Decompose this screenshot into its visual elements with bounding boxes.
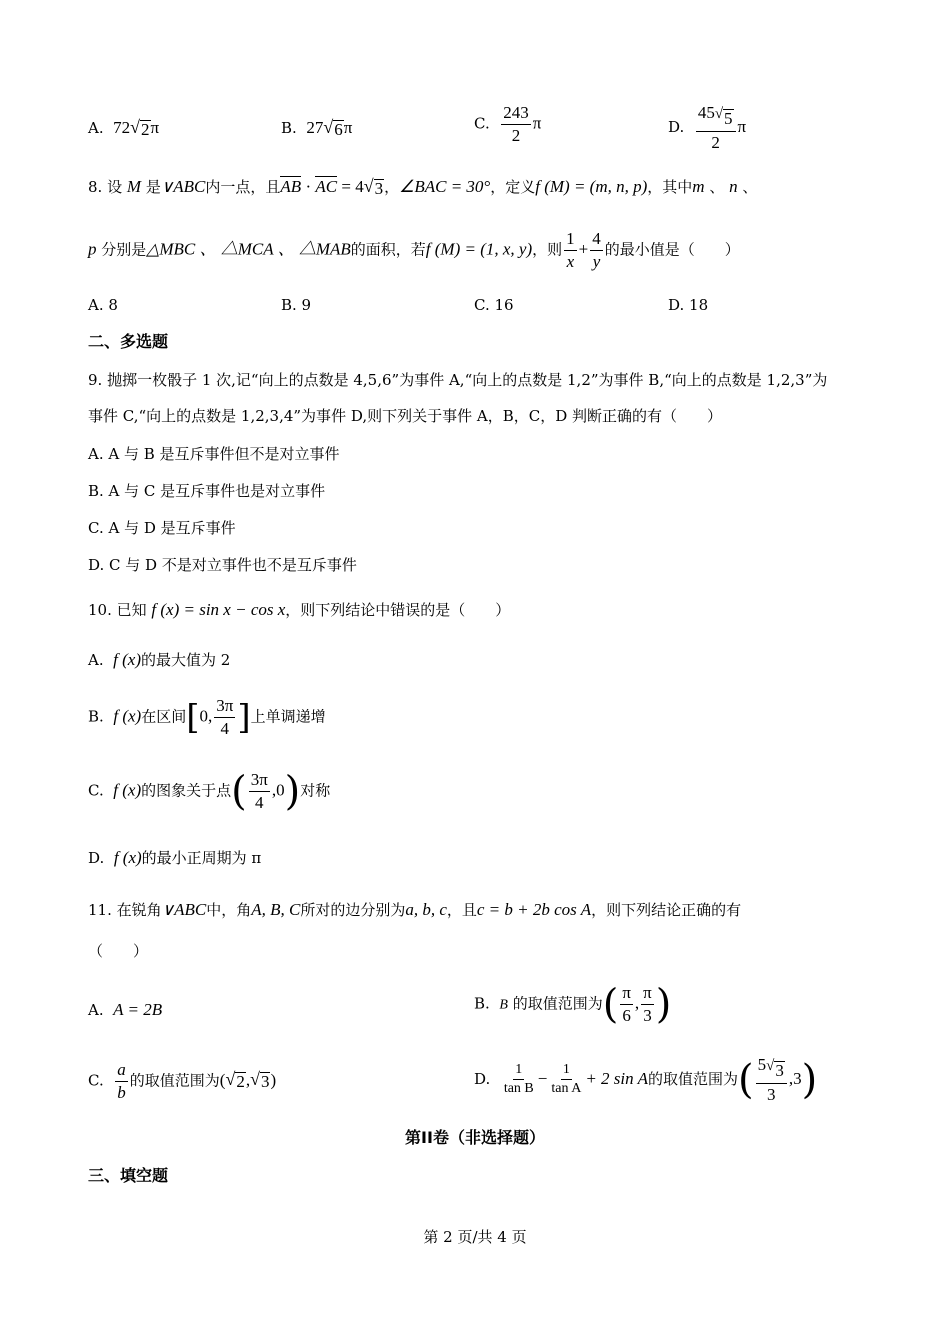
q11-option-d: D. $\frac{1}{\text{tan B}}$ − $\frac{1}{\text{tan A}}$ + 2 sin A的取值范围为( 5 √ 3 3 ,3): [474, 1055, 818, 1104]
q8-option-d: D. 18: [668, 296, 709, 314]
q10-option-c: C. f (x)的图象关于点( $\frac{3\pi}{4}$ ,0)对称: [88, 768, 331, 815]
q11-option-a: A. A = 2B: [88, 1000, 163, 1019]
q11-option-c: C. $\frac{a}{b}$ 的取值范围为( √ 2 , √ 3 ): [88, 1060, 277, 1102]
q8-option-b: B. 9: [281, 296, 312, 314]
q8-stem-line2: p 分别是△MBC 、 △MCA 、 △MAB的面积，若f (M) = (1, x, y)，则 $\frac{1}{x}$ + $\frac{4}{y}$ 的最小值是（ ）: [88, 229, 740, 271]
q7-option-c: C. $\frac{243}{2}$ π: [474, 103, 542, 145]
q11-stem: 11. 在锐角∨ABC中，角A, B, C所对的边分别为a, b, c，且c = b + 2b cos A，则下列结论正确的有: [88, 900, 742, 919]
q11-option-b: B. B 的取值范围为( $\frac{\pi}{6}$ , $\frac{\pi}{3}$ ): [474, 981, 672, 1028]
q10-option-b: B. f (x)在区间[0, $\frac{3\pi}{4}$ ]上单调递增: [88, 696, 326, 738]
q9-option-d: D. C 与 D 不是对立事件也不是互斥事件: [88, 556, 357, 574]
section-heading-multi-choice: 二、多选题: [88, 332, 169, 351]
q7-option-b: B. 27 √ 6 π: [281, 117, 353, 139]
q9-option-a: A. A 与 B 是互斥事件但不是对立事件: [88, 445, 340, 463]
q8-option-c: C. 16: [474, 296, 514, 314]
q10-option-a: A. f (x)的最大值为 2: [88, 650, 231, 669]
q7-option-a: A. 72 √ 2 π: [88, 117, 160, 139]
q7-option-d: D. 45 √ 5 2 π: [668, 103, 747, 152]
q9-stem-line2: 事件 C,“向上的点数是 1,2,3,4”为事件 D,则下列关于事件 A，B，C，D 判断正确的有（ ）: [88, 407, 722, 425]
q9-option-b: B. A 与 C 是互斥事件也是对立事件: [88, 482, 326, 500]
q10-option-d: D. f (x)的最小正周期为 π: [88, 848, 262, 867]
q9-stem-line1: 9. 抛掷一枚骰子 1 次,记“向上的点数是 4,5,6”为事件 A,“向上的点数是 1,2”为事件 B,“向上的点数是 1,2,3”为: [88, 371, 828, 389]
q11-answer-paren: （ ）: [88, 942, 149, 960]
q9-option-c: C. A 与 D 是互斥事件: [88, 519, 236, 537]
q8-option-a: A. 8: [88, 296, 118, 314]
q8-stem-line1: 8. 设 M 是∨ABC内一点，且AB · AC = 4 √ 3 ，∠BAC = 30°，定义f (M) = (m, n, p)，其中m 、 n 、: [88, 176, 758, 198]
page-footer: 第 2 页/共 4 页: [423, 1228, 527, 1246]
section-heading-fill-in: 三、填空题: [88, 1166, 169, 1185]
volume-two-heading: 第II卷（非选择题）: [405, 1128, 545, 1147]
q10-stem: 10. 已知 f (x) = sin x − cos x，则下列结论中错误的是（ ）: [88, 600, 511, 619]
